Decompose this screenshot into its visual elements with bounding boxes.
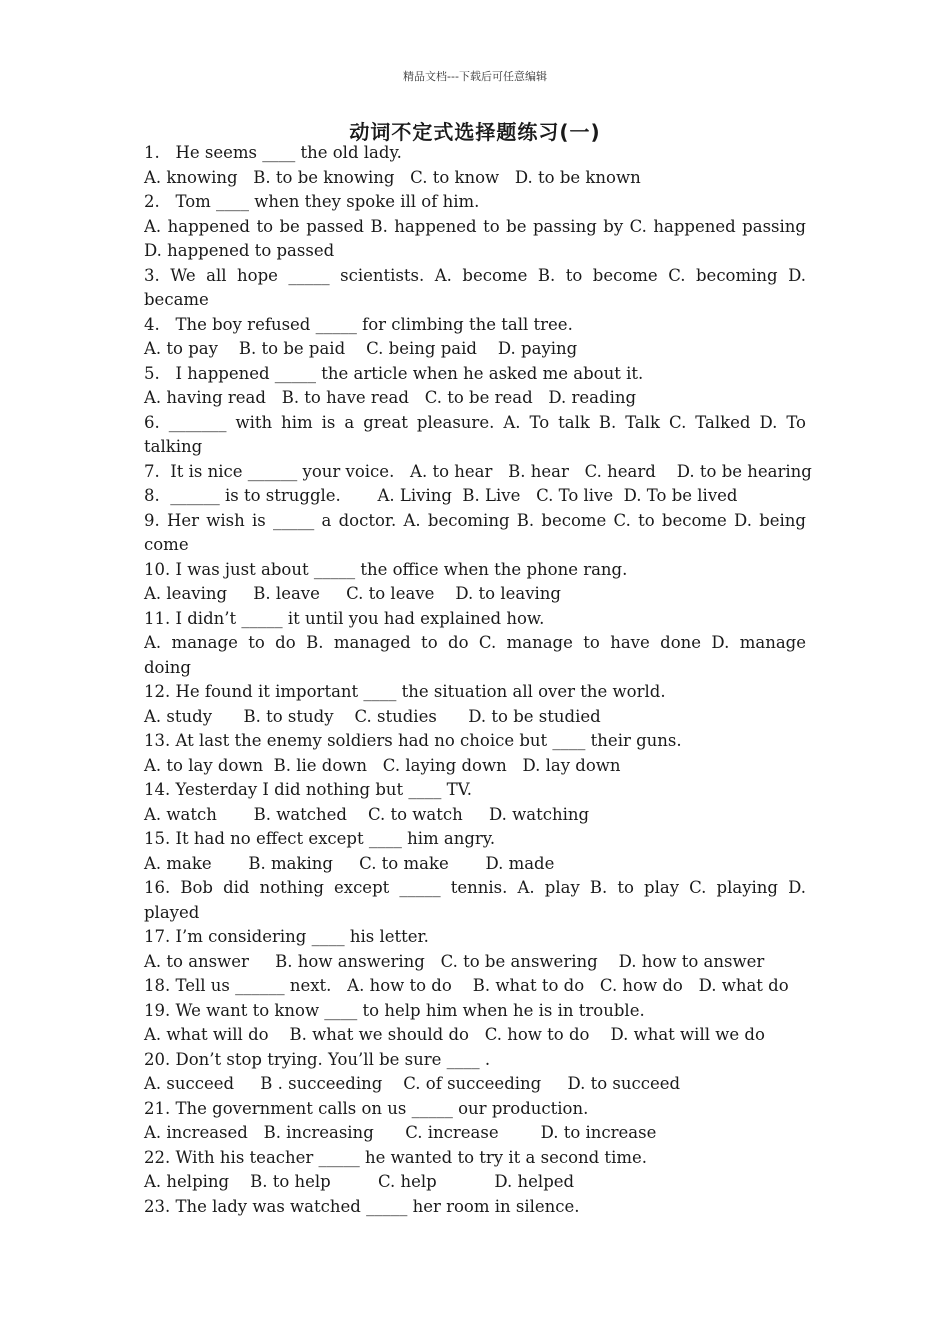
options-line: D. happened to passed: [144, 241, 335, 260]
question-line: 9. Her wish is _____ a doctor. A. becoming B. become C. to become D. being: [144, 510, 806, 530]
options-line: A. study B. to study C. studies D. to be studied: [144, 706, 601, 726]
options-line: A. having read B. to have read C. to be read D. reading: [144, 388, 637, 407]
question-line: 14. Yesterday I did nothing but ____ TV.: [144, 780, 472, 799]
question-line: 2. Tom ____ when they spoke ill of him.: [144, 192, 480, 211]
options-line: A. to answer B. how answering C. to be answering D. how to answer: [144, 951, 765, 971]
options-line: A. watch B. watched C. to watch D. watching: [144, 804, 590, 824]
question-line: 21. The government calls on us _____ our production.: [144, 1098, 589, 1118]
options-line: became: [144, 290, 209, 309]
question-line: 22. With his teacher _____ he wanted to try it a second time.: [144, 1147, 648, 1167]
options-line: played: [144, 902, 200, 922]
question-line: 1. He seems ____ the old lady.: [144, 143, 402, 162]
question-line: 7. It is nice ______ your voice. A. to hear B. hear C. heard D. to be hearing: [144, 461, 812, 481]
question-line: 17. I’m considering ____ his letter.: [144, 927, 429, 946]
page-title: 动词不定式选择题练习(一): [349, 120, 601, 144]
options-line: A. increased B. increasing C. increase D. to increase: [144, 1123, 657, 1142]
options-line: A. succeed B . succeeding C. of succeeding D. to succeed: [144, 1074, 681, 1093]
options-line: A. knowing B. to be knowing C. to know D. to be known: [144, 167, 641, 187]
question-line: 4. The boy refused _____ for climbing the tall tree.: [144, 314, 573, 334]
options-line: come: [144, 535, 189, 554]
page-header-note: 精品文档---下载后可任意编辑: [403, 70, 547, 83]
options-line: talking: [144, 437, 203, 456]
question-line: 8. ______ is to struggle. A. Living B. Live C. To live D. To be lived: [144, 486, 738, 505]
options-line: A. leaving B. leave C. to leave D. to leaving: [144, 584, 561, 603]
options-line: A. to lay down B. lie down C. laying down D. lay down: [144, 755, 621, 775]
question-line: 19. We want to know ____ to help him when he is in trouble.: [144, 1000, 645, 1020]
options-line: doing: [144, 657, 191, 677]
question-line: 12. He found it important ____ the situation all over the world.: [144, 682, 666, 701]
question-line: 3. We all hope _____ scientists. A. become B. to become C. becoming D.: [144, 265, 806, 285]
question-line: 23. The lady was watched _____ her room in silence.: [144, 1196, 580, 1216]
question-line: 6. _______ with him is a great pleasure. A. To talk B. Talk C. Talked D. To: [144, 412, 806, 432]
question-line: 20. Don’t stop trying. You’ll be sure ____ .: [144, 1049, 491, 1069]
options-line: A. to pay B. to be paid C. being paid D. paying: [144, 339, 578, 358]
options-line: A. helping B. to help C. help D. helped: [144, 1172, 575, 1191]
question-line: 15. It had no effect except ____ him angry.: [144, 829, 496, 848]
question-line: 5. I happened _____ the article when he asked me about it.: [144, 363, 644, 383]
options-line: A. happened to be passed B. happened to be passing by C. happened passing: [144, 216, 806, 236]
question-line: 11. I didn’t _____ it until you had explained how.: [144, 608, 545, 628]
options-line: A. what will do B. what we should do C. how to do D. what will we do: [144, 1025, 765, 1044]
question-line: 18. Tell us ______ next. A. how to do B. what to do C. how do D. what do: [144, 976, 789, 995]
question-line: 16. Bob did nothing except _____ tennis. A. play B. to play C. playing D.: [144, 878, 806, 897]
exercise-list: [144, 141, 812, 1219]
question-line: 13. At last the enemy soldiers had no choice but ____ their guns.: [144, 731, 682, 750]
options-line: A. make B. making C. to make D. made: [144, 853, 555, 873]
options-line: A. manage to do B. managed to do C. manage to have done D. manage: [144, 633, 806, 652]
question-line: 10. I was just about _____ the office when the phone rang.: [144, 559, 628, 579]
